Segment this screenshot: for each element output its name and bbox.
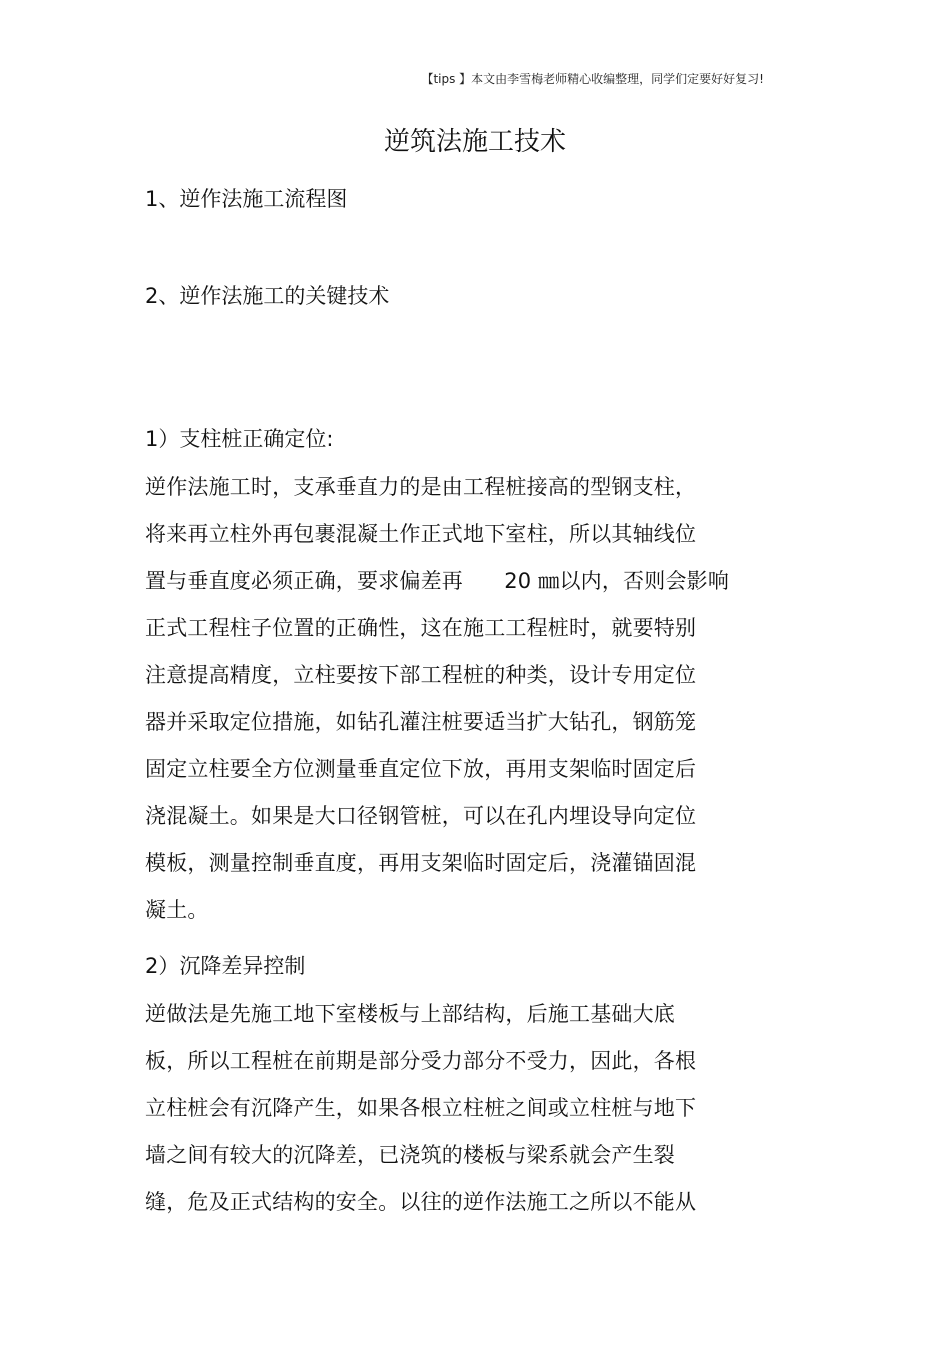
paragraph-line: 浇混凝土。如果是大口径钢管桩，可以在孔内埋设导向定位 [145,804,697,828]
section-heading-2: 2、逆作法施工的关键技术 [145,284,390,308]
paragraph-line: 置与垂直度必须正确，要求偏差再 20 ㎜以内，否则会影响 [145,569,730,593]
paragraph-line: 墙之间有较大的沉降差，已浇筑的楼板与梁系就会产生裂 [145,1143,675,1167]
paragraph-line: 凝土。 [145,898,209,922]
section-heading-1: 1、逆作法施工流程图 [145,187,348,211]
paragraph-line: 注意提高精度，立柱要按下部工程桩的种类，设计专用定位 [145,663,697,687]
paragraph-line: 固定立柱要全方位测量垂直定位下放，再用支架临时固定后 [145,757,697,781]
paragraph-line: 器并采取定位措施，如钻孔灌注桩要适当扩大钻孔，钢筋笼 [145,710,697,734]
page-title: 逆筑法施工技术 [383,127,566,157]
paragraph-line: 缝，危及正式结构的安全。以往的逆作法施工之所以不能从 [145,1190,697,1214]
paragraph-line: 板，所以工程桩在前期是部分受力部分不受力，因此，各根 [145,1049,697,1073]
paragraph-line: 立柱桩会有沉降产生，如果各根立柱桩之间或立柱桩与地下 [145,1096,697,1120]
paragraph-line: 模板，测量控制垂直度，再用支架临时固定后，浇灌锚固混 [145,851,697,875]
tips-header: 【tips 】本文由李雪梅老师精心收编整理，同学们定要好好复习! [421,72,764,86]
paragraph-line: 将来再立柱外再包裹混凝土作正式地下室柱，所以其轴线位 [145,522,697,546]
paragraph-line: 正式工程柱子位置的正确性，这在施工工程桩时，就要特别 [145,616,697,640]
paragraph-line: 逆作法施工时，支承垂直力的是由工程桩接高的型钢支柱， [145,475,697,499]
subsection-heading-1: 1）支柱桩正确定位: [145,427,334,451]
paragraph-line: 逆做法是先施工地下室楼板与上部结构，后施工基础大底 [145,1002,675,1026]
subsection-heading-2: 2）沉降差异控制 [145,954,306,978]
